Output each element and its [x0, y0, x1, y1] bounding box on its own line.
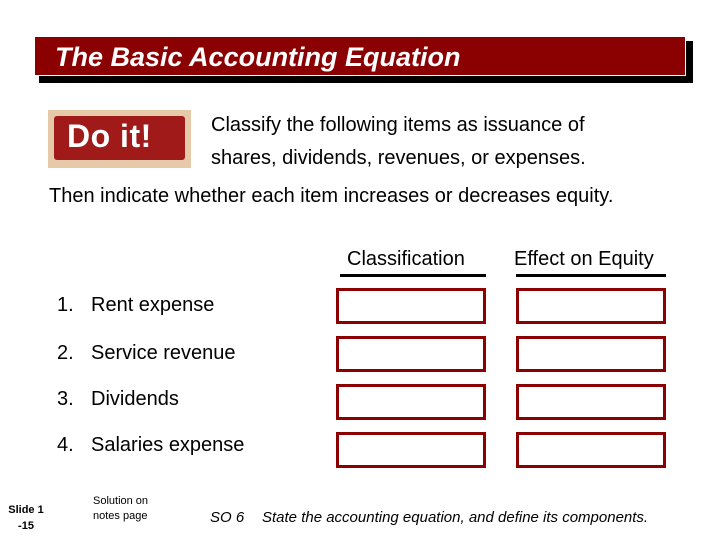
study-objective-code: SO 6	[210, 509, 245, 526]
item-number: 2.	[57, 342, 74, 364]
item-label: Service revenue	[91, 342, 236, 364]
item-label: Salaries expense	[91, 434, 245, 456]
classification-box-1	[336, 288, 486, 324]
slide-number-line-1: Slide 1	[8, 504, 44, 516]
classification-header: Classification	[347, 248, 465, 270]
slide-number-line-2: -15	[18, 520, 34, 532]
classification-header-rule	[340, 274, 486, 277]
do-it-badge	[48, 110, 191, 168]
list-item	[57, 342, 236, 365]
do-it-label: Do it!	[67, 118, 152, 154]
list-item	[57, 434, 244, 457]
do-it-badge-inner	[54, 116, 185, 160]
slide-number	[4, 502, 48, 534]
item-label: Rent expense	[91, 294, 215, 316]
effect-box-4	[516, 432, 666, 468]
list-item	[57, 388, 179, 411]
list-item	[57, 294, 214, 317]
effect-box-3	[516, 384, 666, 420]
study-objective-text: State the accounting equation, and define its components.	[262, 509, 649, 526]
instruction-line-3: Then indicate whether each item increases or decreases equity.	[49, 185, 614, 207]
classification-box-2	[336, 336, 486, 372]
item-number: 1.	[57, 294, 74, 316]
effect-box-2	[516, 336, 666, 372]
item-number: 4.	[57, 434, 74, 456]
item-number: 3.	[57, 388, 74, 410]
slide-title: The Basic Accounting Equation	[55, 42, 461, 72]
instruction-line-2: shares, dividends, revenues, or expenses.	[211, 147, 586, 169]
solution-note: Solution on notes page	[93, 495, 149, 522]
effect-header: Effect on Equity	[514, 248, 654, 270]
title-bar	[34, 36, 686, 76]
effect-box-1	[516, 288, 666, 324]
classification-box-3	[336, 384, 486, 420]
item-label: Dividends	[91, 388, 179, 410]
instruction-line-1: Classify the following items as issuance of	[211, 114, 585, 136]
effect-header-rule	[516, 274, 666, 277]
classification-box-4	[336, 432, 486, 468]
